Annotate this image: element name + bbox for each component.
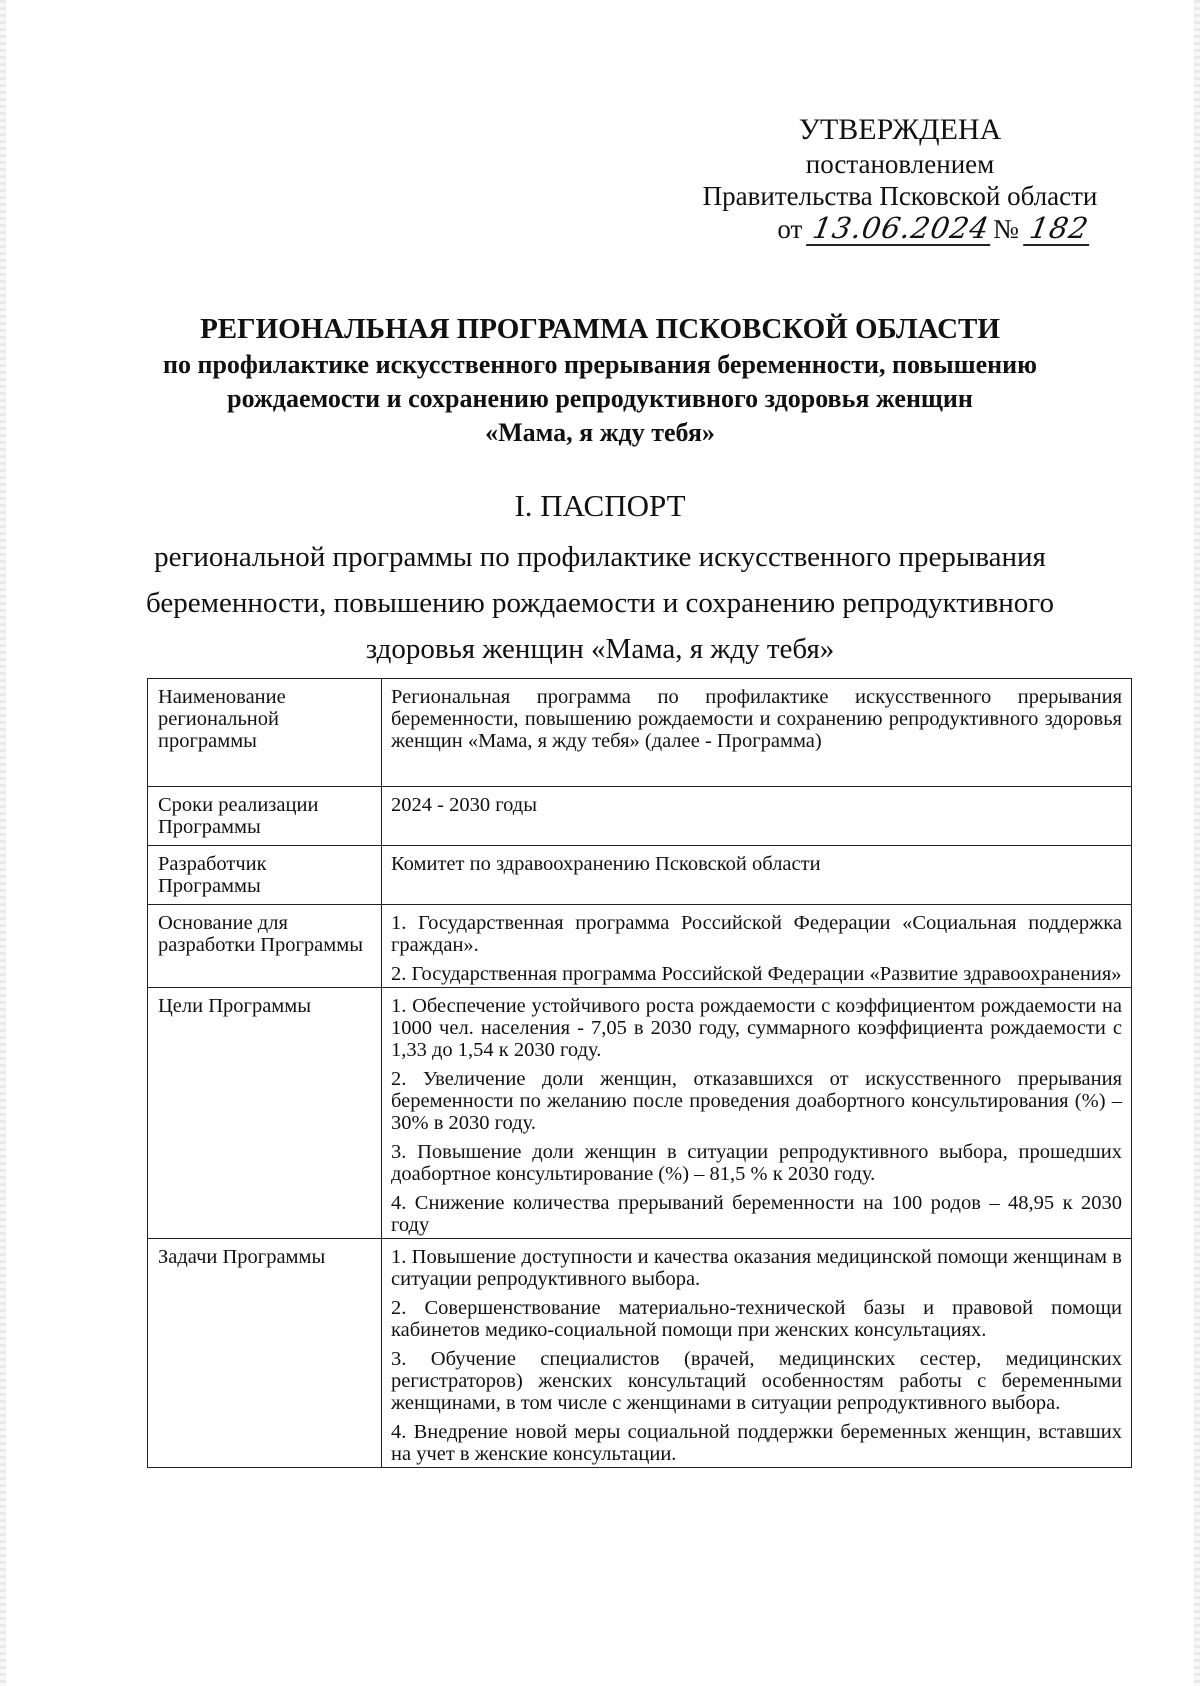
table-row [148,679,1132,787]
row-key: Основание для разработки Программы [148,905,382,988]
authority-label: Правительства Псковской области [702,181,1098,211]
row-value [382,1239,1132,1468]
date-prefix: от [777,214,803,244]
value-paragraph: 4. Внедрение новой меры социальной поддержки беременных женщин, вставших на учет в женские консультации. [391,1421,1122,1465]
passport-heading [100,484,1100,672]
value-paragraph: 1. Государственная программа Российской Федерации «Социальная поддержка граждан». [391,912,1122,956]
number-sign: № [993,214,1019,244]
title-line-2: по профилактике искусственного прерывания беременности, повышению [163,350,1037,379]
handwritten-number: 182 [1023,212,1095,246]
passport-table [147,678,1132,1468]
decree-label: постановлением [805,149,995,179]
row-value [382,846,1132,905]
row-key: Разработчик Программы [148,846,382,905]
approved-label: УТВЕРЖДЕНА [798,113,1002,146]
row-key: Сроки реализации Программы [148,787,382,846]
row-key: Задачи Программы [148,1239,382,1468]
row-value [382,905,1132,988]
table-row [148,846,1132,905]
title-line-3: рождаемости и сохранению репродуктивного здоровья женщин [227,384,973,413]
scan-edge-left [0,0,6,1686]
document-title [100,310,1100,450]
handwritten-date: 13.06.2024 [806,212,996,246]
row-value [382,988,1132,1239]
passport-line-1: региональной программы по профилактике искусственного прерывания [154,541,1046,573]
approval-stamp-block [680,112,1120,246]
row-value [382,679,1132,787]
passport-title: I. ПАСПОРТ [514,488,686,523]
value-paragraph: 1. Повышение доступности и качества оказания медицинской помощи женщинам в ситуации репродуктивного выбора. [391,1246,1122,1290]
value-paragraph: 2. Увеличение доли женщин, отказавшихся от искусственного прерывания беременности по желанию после проведения доабортного консультирования (%) – 30% в 2030 году. [391,1068,1122,1134]
row-value [382,787,1132,846]
table-row [148,787,1132,846]
value-paragraph: Комитет по здравоохранению Псковской области [391,853,821,875]
row-key: Цели Программы [148,988,382,1239]
date-number-line [680,212,1120,246]
value-paragraph: 2. Совершенствование материально-технической базы и правовой помощи кабинетов медико-социальной помощи при женских консультациях. [391,1297,1122,1341]
table-row [148,905,1132,988]
title-line-1: РЕГИОНАЛЬНАЯ ПРОГРАММА ПСКОВСКОЙ ОБЛАСТИ [200,313,1000,345]
title-line-4: «Мама, я жду тебя» [485,418,715,447]
value-paragraph: 1. Обеспечение устойчивого роста рождаемости с коэффициентом рождаемости на 1000 чел. населения - 7,05 в 2030 году, суммарного коэффициента рождаемости с 1,33 до 1,54 к 2030 году. [391,995,1122,1061]
value-paragraph: 3. Повышение доли женщин в ситуации репродуктивного выбора, прошедших доабортное консультирование (%) – 81,5 % к 2030 году. [391,1141,1122,1185]
table-row [148,988,1132,1239]
value-paragraph: 2. Государственная программа Российской Федерации «Развитие здравоохранения» [391,963,1122,985]
value-paragraph: Региональная программа по профилактике искусственного прерывания беременности, повышению рождаемости и сохранению репродуктивного здоровья женщин «Мама, я жду тебя» (далее - Программа) [391,686,1122,752]
passport-line-2: беременности, повышению рождаемости и сохранению репродуктивного [146,587,1054,619]
row-key: Наименование региональной программы [148,679,382,787]
value-paragraph: 2024 - 2030 годы [391,794,537,816]
passport-line-3: здоровья женщин «Мама, я жду тебя» [365,633,835,665]
table-row [148,1239,1132,1468]
scan-edge-right [1194,0,1200,1686]
value-paragraph: 4. Снижение количества прерываний беременности на 100 родов – 48,95 к 2030 году [391,1192,1122,1236]
value-paragraph: 3. Обучение специалистов (врачей, медицинских сестер, медицинских регистраторов) женских консультаций особенностям работы с беременными женщинами, в том числе с женщинами в ситуации репродуктивного выбора. [391,1348,1122,1414]
